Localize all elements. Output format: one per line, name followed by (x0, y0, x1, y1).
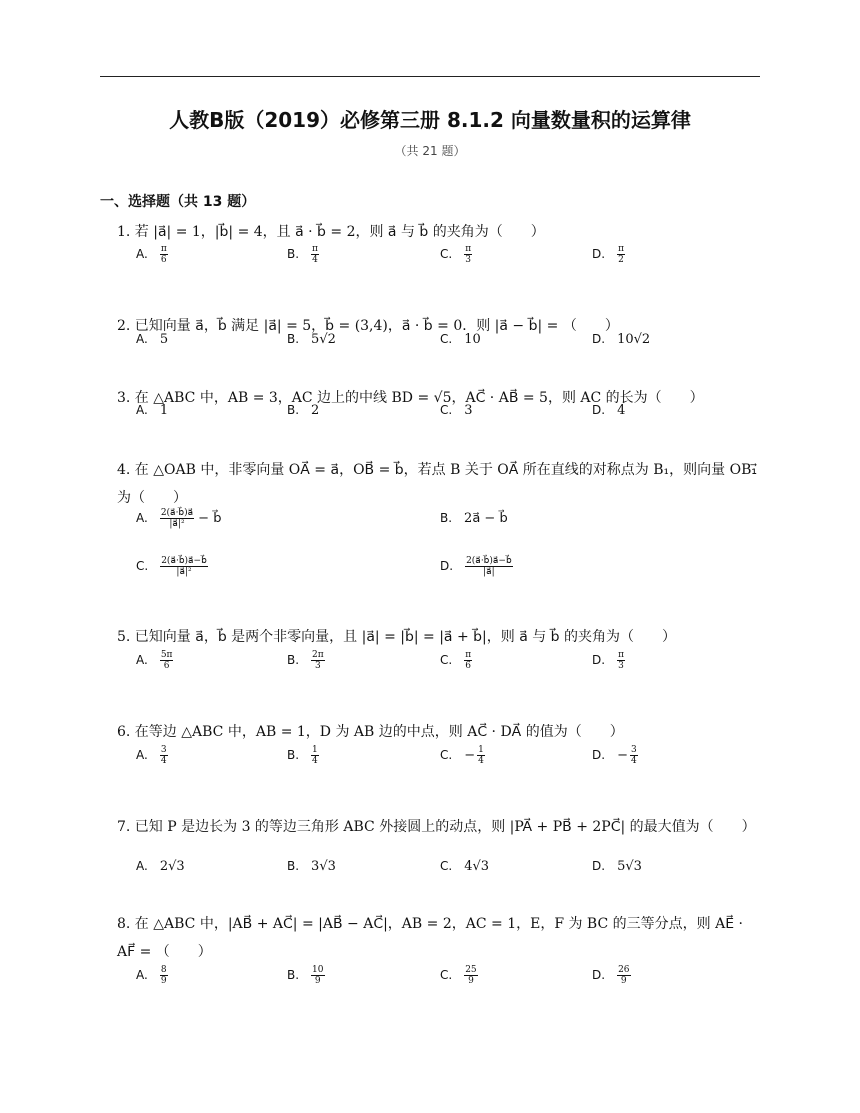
fraction-denominator: |a⃗| (483, 566, 495, 577)
option-5-c[interactable] (440, 647, 472, 673)
fraction-denominator: 2 (618, 254, 624, 265)
fraction-numerator: 5π (160, 649, 173, 660)
option-label: C. (440, 968, 453, 982)
option-label: C. (136, 559, 149, 573)
fraction-denominator: 6 (163, 660, 170, 671)
fraction-numerator: 1 (478, 744, 484, 755)
option-label: A. (136, 511, 148, 525)
option-3-c[interactable] (440, 397, 472, 423)
fraction-denominator: 9 (314, 975, 321, 986)
option-label: B. (287, 859, 300, 873)
question-6-text: 6. 在等边 △ABC 中，AB = 1，D 为 AB 边的中点，则 AC⃗ · DA⃗ 的值为（ ） (117, 724, 624, 740)
option-fraction (160, 556, 208, 577)
option-label: C. (440, 653, 453, 667)
option-4-c[interactable] (136, 553, 208, 579)
fraction-numerator: 2(a⃗·b⃗)a⃗−b⃗ (161, 555, 207, 566)
fraction-numerator: 8 (160, 964, 167, 975)
question-1-text: 1. 若 |a⃗| = 1，|b⃗| = 4，且 a⃗ · b⃗ = 2，则 a⃗ 与 b⃗ 的夹角为（ ） (117, 224, 545, 240)
option-value: 1 (159, 402, 169, 418)
fraction-denominator: 3 (618, 660, 624, 671)
option-fraction (311, 965, 324, 986)
option-label: D. (592, 247, 606, 261)
fraction-numerator: 3 (630, 744, 637, 755)
option-label: B. (287, 968, 300, 982)
fraction-numerator: 1 (312, 744, 318, 755)
option-8-a[interactable] (136, 962, 168, 988)
option-3-d[interactable] (592, 397, 625, 423)
option-sign: − (464, 747, 476, 763)
option-label: D. (592, 859, 606, 873)
option-fraction (617, 965, 630, 986)
option-6-a[interactable] (136, 742, 168, 768)
option-value: 10 (464, 331, 481, 347)
question-8-text: 8. 在 △ABC 中，|AB⃗ + AC⃗| = |AB⃗ − AC⃗|，AB = 2，AC = 1，E，F 为 BC 的三等分点，则 AE⃗ · AF⃗ = （ ） (117, 916, 743, 960)
option-label: C. (440, 247, 453, 261)
option-value: 2a⃗ − b⃗ (464, 510, 508, 526)
option-sign: − (617, 747, 628, 763)
option-3-a[interactable] (136, 397, 168, 423)
option-label: B. (287, 748, 300, 762)
option-label: B. (287, 403, 300, 417)
option-6-c[interactable] (440, 742, 485, 768)
question-4-text: 4. 在 △OAB 中，非零向量 OA⃗ = a⃗，OB⃗ = b⃗，若点 B 关于 OA⃗ 所在直线的对称点为 B₁，则向量 OB₁⃗ 为（ ） (117, 462, 757, 506)
option-label: A. (136, 247, 148, 261)
option-4-a[interactable] (136, 505, 221, 531)
question-7-text: 7. 已知 P 是边长为 3 的等边三角形 ABC 外接圆上的动点，则 |PA⃗ + PB⃗ + 2PC⃗| 的最大值为（ ） (117, 819, 756, 835)
option-7-b[interactable] (287, 853, 336, 879)
fraction-denominator: 4 (312, 254, 318, 265)
fraction-numerator: π (465, 649, 472, 660)
option-6-b[interactable] (287, 742, 319, 768)
option-label: D. (592, 968, 606, 982)
option-1-a[interactable] (136, 241, 168, 267)
option-value: 5 (159, 331, 169, 347)
option-value: 5√2 (311, 331, 336, 347)
option-value: 10√2 (617, 331, 651, 347)
option-fraction (617, 650, 625, 671)
option-fraction (160, 650, 174, 671)
option-fraction (160, 508, 194, 529)
option-7-a[interactable] (136, 853, 185, 879)
option-8-b[interactable] (287, 962, 325, 988)
fraction-numerator: 2π (312, 649, 324, 660)
question-2-text: 2. 已知向量 a⃗，b⃗ 满足 |a⃗| = 5，b⃗ = (3,4)，a⃗ · b⃗ = 0．则 |a⃗ − b⃗| = （ ） (117, 318, 619, 334)
option-value: 3 (464, 402, 473, 418)
option-fraction (477, 745, 485, 766)
option-suffix: − b⃗ (198, 510, 222, 526)
option-fraction (311, 244, 319, 265)
fraction-numerator: 10 (312, 964, 324, 975)
option-2-d[interactable] (592, 326, 650, 352)
option-fraction (464, 650, 472, 671)
option-fraction (464, 965, 477, 986)
fraction-denominator: 4 (312, 755, 318, 766)
option-value: 2√3 (159, 858, 185, 874)
option-fraction (311, 745, 319, 766)
fraction-denominator: 3 (315, 660, 321, 671)
option-8-d[interactable] (592, 962, 631, 988)
option-3-b[interactable] (287, 397, 319, 423)
option-fraction (160, 745, 168, 766)
option-label: D. (592, 332, 606, 346)
option-value: 4 (617, 402, 626, 418)
fraction-numerator: 2(a⃗·b⃗)a⃗−b⃗ (466, 555, 512, 566)
option-label: B. (440, 511, 453, 525)
option-fraction (465, 556, 513, 577)
option-label: B. (287, 247, 300, 261)
option-label: A. (136, 859, 148, 873)
fraction-numerator: π (618, 649, 624, 660)
option-label: C. (440, 859, 453, 873)
page-title: 人教B版（2019）必修第三册 8.1.2 向量数量积的运算律 (169, 108, 691, 132)
option-label: B. (287, 332, 300, 346)
option-fraction (464, 244, 472, 265)
option-label: C. (440, 332, 453, 346)
option-6-d[interactable] (592, 742, 638, 768)
option-fraction (630, 745, 638, 766)
fraction-numerator: 2(a⃗·b⃗)a⃗ (160, 507, 194, 518)
fraction-denominator: 6 (160, 254, 167, 265)
option-1-b[interactable] (287, 241, 319, 267)
option-label: A. (136, 332, 148, 346)
fraction-numerator: π (160, 243, 167, 254)
header-rule (100, 76, 760, 77)
fraction-numerator: π (465, 243, 472, 254)
option-fraction (160, 244, 168, 265)
option-value: 5√3 (617, 858, 642, 874)
option-label: C. (440, 748, 453, 762)
fraction-numerator: π (312, 243, 318, 254)
option-2-c[interactable] (440, 326, 481, 352)
question-3-text: 3. 在 △ABC 中，AB = 3，AC 边上的中线 BD = √5，AC⃗ · AB⃗ = 5，则 AC 的长为（ ） (117, 390, 704, 406)
fraction-denominator: 9 (160, 975, 167, 986)
fraction-denominator: |a⃗|² (169, 518, 185, 529)
option-label: D. (592, 403, 606, 417)
option-7-d[interactable] (592, 853, 642, 879)
option-2-b[interactable] (287, 326, 336, 352)
fraction-denominator: 3 (465, 254, 472, 265)
option-5-b[interactable] (287, 647, 325, 673)
option-label: A. (136, 748, 148, 762)
fraction-numerator: π (618, 243, 624, 254)
option-label: A. (136, 403, 148, 417)
option-7-c[interactable] (440, 853, 489, 879)
option-label: A. (136, 968, 148, 982)
fraction-denominator: |a⃗|² (176, 566, 192, 577)
option-value: 2 (311, 402, 320, 418)
option-label: C. (440, 403, 453, 417)
section-heading: 一、选择题（共 13 题） (100, 194, 256, 210)
option-4-d[interactable] (440, 553, 513, 579)
fraction-denominator: 9 (468, 975, 474, 986)
page-subtitle: （共 21 题） (394, 144, 466, 158)
option-value: 3√3 (311, 858, 336, 874)
fraction-numerator: 26 (618, 964, 630, 975)
fraction-denominator: 4 (630, 755, 637, 766)
fraction-denominator: 4 (160, 755, 167, 766)
fraction-denominator: 4 (478, 755, 484, 766)
fraction-numerator: 3 (160, 744, 167, 755)
option-label: A. (136, 653, 148, 667)
option-4-b[interactable] (440, 505, 508, 531)
fraction-numerator: 25 (465, 964, 477, 975)
fraction-denominator: 6 (465, 660, 472, 671)
question-5-text: 5. 已知向量 a⃗，b⃗ 是两个非零向量，且 |a⃗| = |b⃗| = |a⃗ + b⃗|，则 a⃗ 与 b⃗ 的夹角为（ ） (117, 629, 677, 645)
option-fraction (617, 244, 625, 265)
option-value: 4√3 (464, 858, 490, 874)
option-label: D. (592, 748, 606, 762)
option-label: D. (592, 653, 606, 667)
fraction-denominator: 9 (620, 975, 627, 986)
option-8-c[interactable] (440, 962, 478, 988)
option-fraction (160, 965, 168, 986)
option-1-c[interactable] (440, 241, 472, 267)
option-5-d[interactable] (592, 647, 625, 673)
option-1-d[interactable] (592, 241, 625, 267)
option-label: D. (440, 559, 454, 573)
option-5-a[interactable] (136, 647, 173, 673)
option-fraction (311, 650, 325, 671)
option-label: B. (287, 653, 300, 667)
option-2-a[interactable] (136, 326, 168, 352)
